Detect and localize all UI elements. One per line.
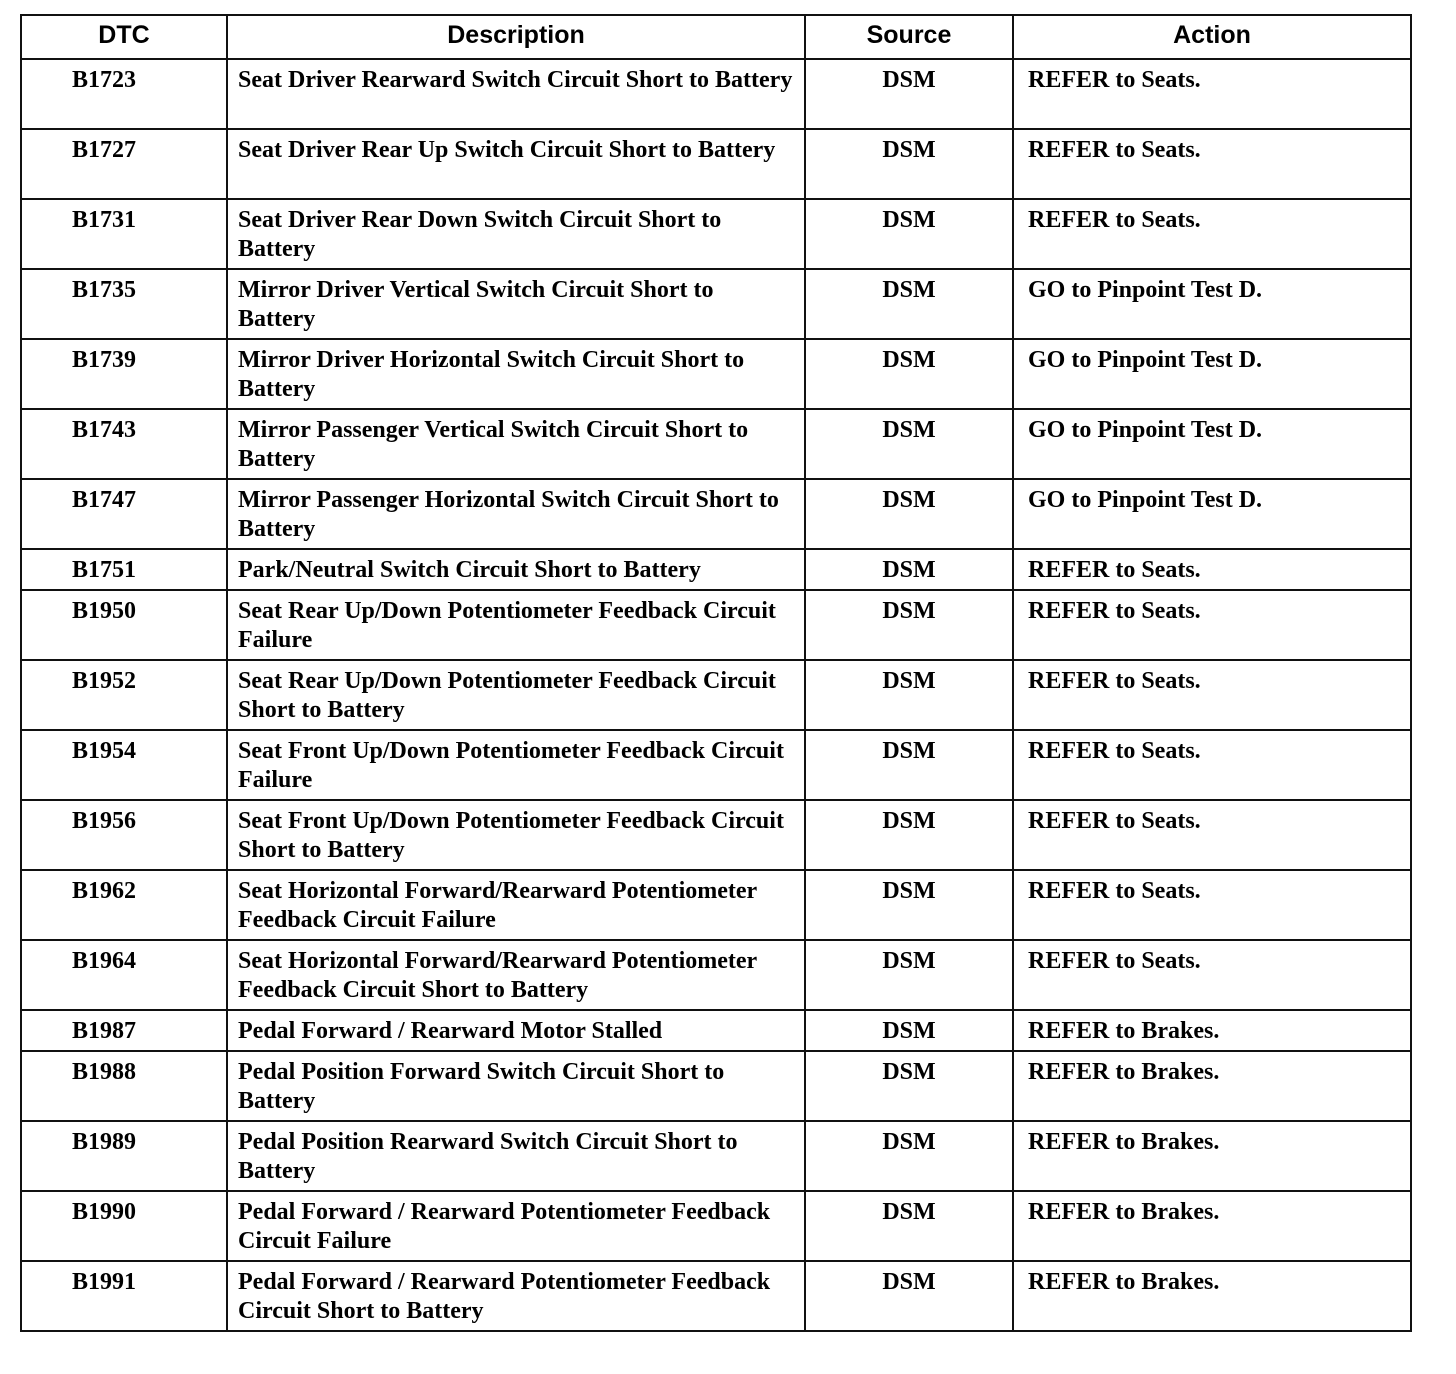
dtc-action: REFER to Seats. (1013, 549, 1411, 590)
dtc-description: Pedal Position Forward Switch Circuit Short to Battery (227, 1051, 805, 1121)
dtc-source: DSM (805, 479, 1013, 549)
dtc-description: Seat Front Up/Down Potentiometer Feedback Circuit Short to Battery (227, 800, 805, 870)
dtc-description: Mirror Driver Vertical Switch Circuit Short to Battery (227, 269, 805, 339)
dtc-code: B1988 (21, 1051, 227, 1121)
dtc-source: DSM (805, 129, 1013, 199)
dtc-source: DSM (805, 800, 1013, 870)
dtc-source: DSM (805, 1191, 1013, 1261)
dtc-code: B1954 (21, 730, 227, 800)
dtc-source: DSM (805, 1010, 1013, 1051)
dtc-action: REFER to Seats. (1013, 129, 1411, 199)
table-row (21, 590, 1411, 660)
dtc-code: B1962 (21, 870, 227, 940)
dtc-description: Pedal Forward / Rearward Potentiometer Feedback Circuit Short to Battery (227, 1261, 805, 1331)
table-row (21, 1051, 1411, 1121)
table-row (21, 199, 1411, 269)
dtc-code: B1990 (21, 1191, 227, 1261)
dtc-code: B1723 (21, 59, 227, 129)
dtc-source: DSM (805, 940, 1013, 1010)
dtc-source: DSM (805, 730, 1013, 800)
dtc-description: Seat Horizontal Forward/Rearward Potentiometer Feedback Circuit Failure (227, 870, 805, 940)
table-row (21, 1121, 1411, 1191)
dtc-description: Pedal Forward / Rearward Motor Stalled (227, 1010, 805, 1051)
dtc-code: B1987 (21, 1010, 227, 1051)
dtc-source: DSM (805, 1121, 1013, 1191)
dtc-description: Mirror Passenger Vertical Switch Circuit Short to Battery (227, 409, 805, 479)
dtc-action: REFER to Brakes. (1013, 1191, 1411, 1261)
table-row (21, 59, 1411, 129)
dtc-source: DSM (805, 870, 1013, 940)
dtc-description: Pedal Forward / Rearward Potentiometer Feedback Circuit Failure (227, 1191, 805, 1261)
table-row (21, 479, 1411, 549)
dtc-code: B1747 (21, 479, 227, 549)
dtc-code: B1739 (21, 339, 227, 409)
header-description: Description (227, 15, 805, 59)
dtc-code: B1743 (21, 409, 227, 479)
dtc-code: B1751 (21, 549, 227, 590)
dtc-action: GO to Pinpoint Test D. (1013, 269, 1411, 339)
table-row (21, 1191, 1411, 1261)
dtc-code: B1952 (21, 660, 227, 730)
dtc-action: REFER to Brakes. (1013, 1051, 1411, 1121)
dtc-source: DSM (805, 1051, 1013, 1121)
dtc-action: REFER to Seats. (1013, 199, 1411, 269)
dtc-table-container (20, 14, 1410, 1332)
dtc-source: DSM (805, 59, 1013, 129)
dtc-source: DSM (805, 199, 1013, 269)
dtc-action: REFER to Seats. (1013, 59, 1411, 129)
dtc-action: REFER to Seats. (1013, 660, 1411, 730)
dtc-description: Park/Neutral Switch Circuit Short to Battery (227, 549, 805, 590)
dtc-description: Seat Rear Up/Down Potentiometer Feedback Circuit Failure (227, 590, 805, 660)
dtc-source: DSM (805, 409, 1013, 479)
dtc-code: B1964 (21, 940, 227, 1010)
table-row (21, 129, 1411, 199)
dtc-action: REFER to Brakes. (1013, 1121, 1411, 1191)
dtc-code: B1731 (21, 199, 227, 269)
table-row (21, 800, 1411, 870)
dtc-code: B1727 (21, 129, 227, 199)
table-row (21, 870, 1411, 940)
dtc-source: DSM (805, 339, 1013, 409)
dtc-description: Seat Rear Up/Down Potentiometer Feedback Circuit Short to Battery (227, 660, 805, 730)
table-row (21, 549, 1411, 590)
dtc-action: REFER to Brakes. (1013, 1010, 1411, 1051)
dtc-action: REFER to Seats. (1013, 800, 1411, 870)
header-action: Action (1013, 15, 1411, 59)
dtc-action: REFER to Seats. (1013, 590, 1411, 660)
dtc-action: GO to Pinpoint Test D. (1013, 479, 1411, 549)
dtc-description: Seat Driver Rear Up Switch Circuit Short to Battery (227, 129, 805, 199)
dtc-source: DSM (805, 590, 1013, 660)
table-row (21, 1010, 1411, 1051)
table-row (21, 1261, 1411, 1331)
table-row (21, 730, 1411, 800)
dtc-source: DSM (805, 1261, 1013, 1331)
dtc-action: GO to Pinpoint Test D. (1013, 339, 1411, 409)
dtc-action: REFER to Seats. (1013, 940, 1411, 1010)
dtc-description: Mirror Passenger Horizontal Switch Circuit Short to Battery (227, 479, 805, 549)
dtc-action: GO to Pinpoint Test D. (1013, 409, 1411, 479)
dtc-description: Seat Driver Rear Down Switch Circuit Short to Battery (227, 199, 805, 269)
dtc-source: DSM (805, 269, 1013, 339)
dtc-action: REFER to Seats. (1013, 870, 1411, 940)
dtc-code: B1950 (21, 590, 227, 660)
dtc-code: B1735 (21, 269, 227, 339)
dtc-code: B1991 (21, 1261, 227, 1331)
table-row (21, 660, 1411, 730)
dtc-action: REFER to Seats. (1013, 730, 1411, 800)
dtc-source: DSM (805, 660, 1013, 730)
dtc-code: B1989 (21, 1121, 227, 1191)
dtc-source: DSM (805, 549, 1013, 590)
header-dtc: DTC (21, 15, 227, 59)
table-row (21, 940, 1411, 1010)
table-row (21, 339, 1411, 409)
dtc-table (20, 14, 1412, 1332)
dtc-description: Seat Front Up/Down Potentiometer Feedback Circuit Failure (227, 730, 805, 800)
dtc-description: Seat Horizontal Forward/Rearward Potentiometer Feedback Circuit Short to Battery (227, 940, 805, 1010)
dtc-action: REFER to Brakes. (1013, 1261, 1411, 1331)
table-row (21, 409, 1411, 479)
header-source: Source (805, 15, 1013, 59)
dtc-description: Pedal Position Rearward Switch Circuit Short to Battery (227, 1121, 805, 1191)
dtc-description: Mirror Driver Horizontal Switch Circuit Short to Battery (227, 339, 805, 409)
header-row (21, 15, 1411, 59)
table-row (21, 269, 1411, 339)
dtc-code: B1956 (21, 800, 227, 870)
dtc-description: Seat Driver Rearward Switch Circuit Short to Battery (227, 59, 805, 129)
